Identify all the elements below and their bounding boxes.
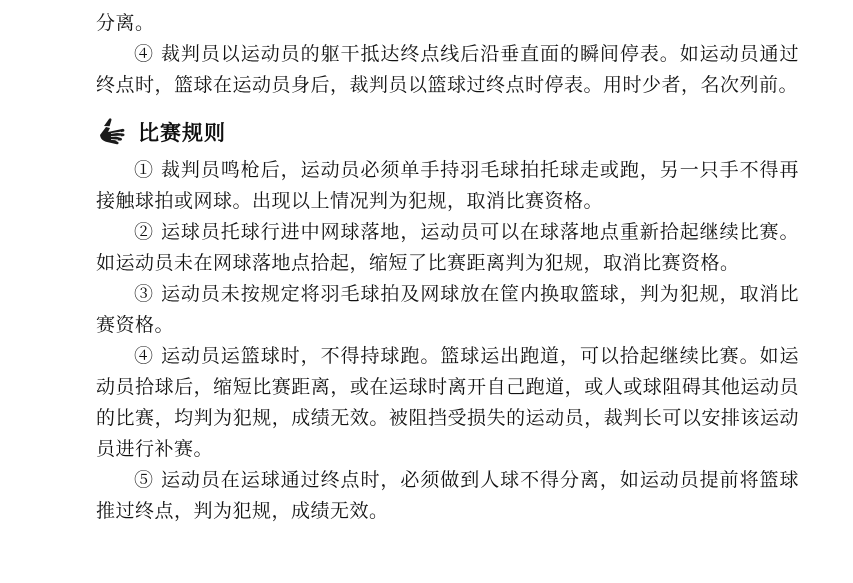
rule-paragraph-3: ③ 运动员未按规定将羽毛球拍及网球放在筐内换取篮球，判为犯规，取消比赛资格。 <box>96 283 799 336</box>
rule-paragraph-5: ⑤ 运动员在运球通过终点时，必须做到人球不得分离，如运动员提前将篮球推过终点，判为犯规，成绩无效。 <box>96 469 799 522</box>
paragraph-timing-rule: ④ 裁判员以运动员的躯干抵达终点线后沿垂直面的瞬间停表。如运动员通过终点时，篮球在运动员身后，裁判员以篮球过终点时停表。用时少者，名次列前。 <box>96 43 799 96</box>
paragraph-continuation: 分离。 <box>96 12 155 34</box>
rule-paragraph-4: ④ 运动员运篮球时，不得持球跑。篮球运出跑道，可以拾起继续比赛。如运动员拾球后，缩短比赛距离，或在运球时离开自己跑道，或人或球阻碍其他运动员的比赛，均判为犯规，成绩无效。被阻挡受损失的运动员，裁判长可以安排该运动员进行补赛。 <box>96 345 799 460</box>
section-heading <box>96 115 799 149</box>
rule-paragraph-1: ① 裁判员鸣枪后，运动员必须单手持羽毛球拍托球走或跑，另一只手不得再接触球拍或网球。出现以上情况判为犯规，取消比赛资格。 <box>96 159 799 212</box>
rule-paragraph-2: ② 运球员托球行进中网球落地，运动员可以在球落地点重新拾起继续比赛。如运动员未在网球落地点拾起，缩短了比赛距离判为犯规，取消比赛资格。 <box>96 221 799 274</box>
pointing-hand-icon <box>96 115 130 149</box>
section-title: 比赛规则 <box>138 121 226 145</box>
